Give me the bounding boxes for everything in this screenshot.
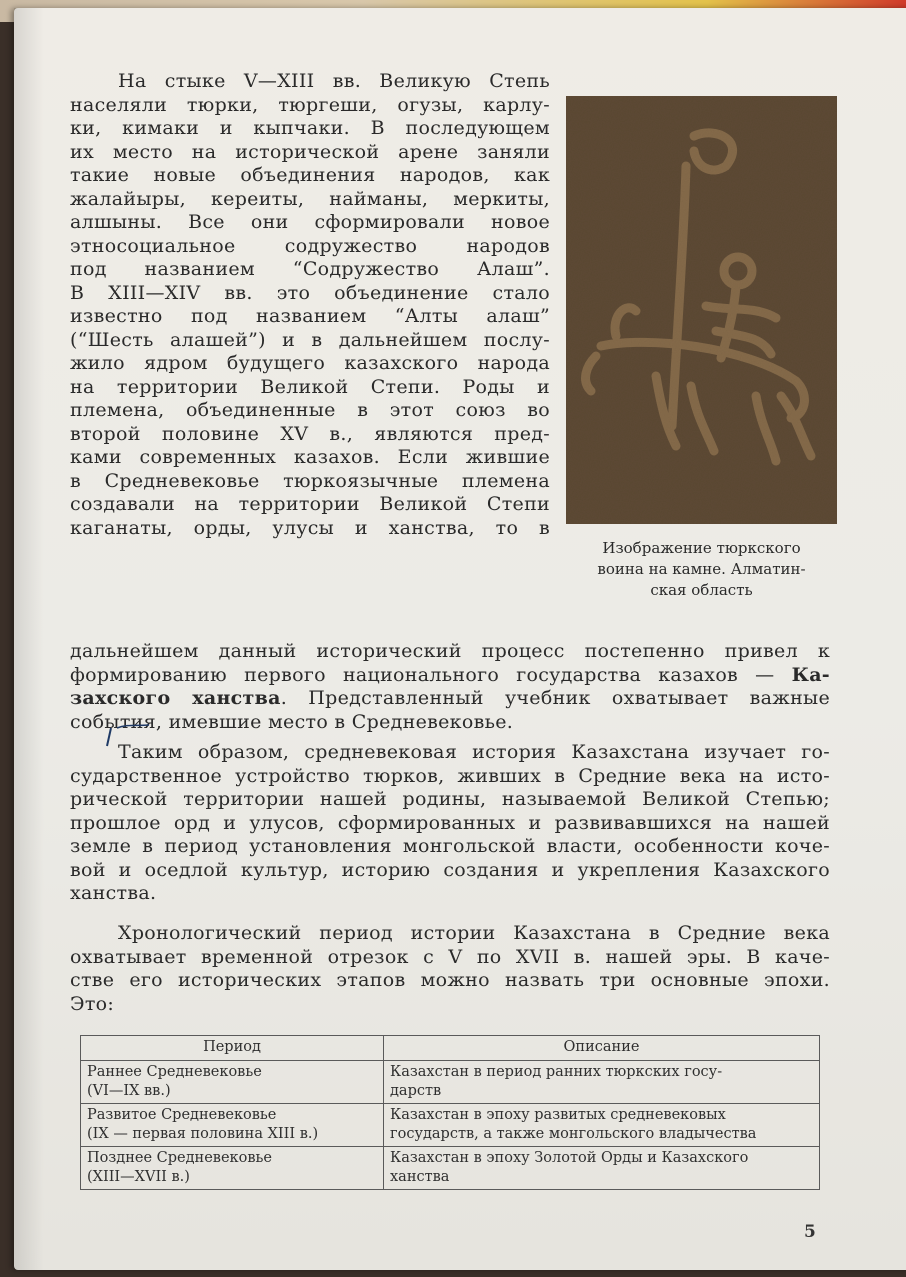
photo-caption xyxy=(566,538,837,601)
table-row xyxy=(81,1061,820,1104)
cell-line: (XIII—XVII в.) xyxy=(87,1169,190,1185)
paragraph-1-wide xyxy=(70,640,830,734)
text-line: жило ядром будущего казахского народа xyxy=(70,352,550,374)
text-line: охватывает временной отрезок с V по XVII в. нашей эры. В каче- xyxy=(70,945,830,968)
text-line: На стыке V—XIII вв. Великую Степь xyxy=(118,70,550,92)
petroglyph-photo xyxy=(566,96,837,524)
text-line: В XIII—XIV вв. это объединение стало xyxy=(70,281,550,304)
cell-line: ханства xyxy=(390,1169,450,1185)
bold-term: Ка- xyxy=(791,663,830,686)
cell-line: (VI—IX вв.) xyxy=(87,1083,171,1099)
cell-line: (IX — первая половина XIII в.) xyxy=(87,1126,319,1142)
text-line: под названием “Содружество Алаш”. xyxy=(70,258,550,280)
paragraph-3 xyxy=(70,922,830,1016)
text-line: алшыны. Все они сформировали новое xyxy=(70,211,550,233)
text-line: каганаты, орды, улусы и ханства, то в xyxy=(70,516,550,539)
text-line: Это: xyxy=(70,992,115,1015)
bold-term: захского ханства xyxy=(70,687,281,709)
text-line: ки, кимаки и кыпчаки. В последующем xyxy=(70,117,550,139)
text-line: ханства. xyxy=(70,882,157,904)
text-line: рической территории нашей родины, называемой Великой Степью; xyxy=(70,788,830,810)
period-cell xyxy=(81,1147,384,1190)
cell-line: Казахстан в эпоху Золотой Орды и Казахского xyxy=(390,1150,749,1166)
text-line: ками современных казахов. Если жившие xyxy=(70,446,550,468)
cell-line: дарств xyxy=(390,1083,442,1099)
table-header-description: Описание xyxy=(384,1036,820,1061)
cell-line: Казахстан в эпоху развитых средневековых xyxy=(390,1107,726,1123)
period-cell xyxy=(81,1104,384,1147)
table-row xyxy=(81,1147,820,1190)
description-cell xyxy=(384,1104,820,1147)
period-cell xyxy=(81,1061,384,1104)
table xyxy=(80,1035,820,1190)
warrior-rider-icon xyxy=(566,96,837,524)
page-number: 5 xyxy=(804,1222,816,1242)
text-line: жалайыры, кереиты, найманы, меркиты, xyxy=(70,187,550,210)
caption-line: воина на камне. Алматин- xyxy=(597,560,806,578)
text-line: такие новые объединения народов, как xyxy=(70,164,550,186)
text-line: сударственное устройство тюрков, живших в Средние века на исто- xyxy=(70,764,830,787)
cell-line: Развитое Средневековье xyxy=(87,1107,277,1123)
cell-line: Позднее Средневековье xyxy=(87,1150,272,1166)
table-row xyxy=(81,1104,820,1147)
cell-line: Раннее Средневековье xyxy=(87,1064,262,1080)
text-line xyxy=(70,664,830,688)
caption-line: Изображение тюркского xyxy=(602,539,801,557)
periods-table xyxy=(80,1035,820,1190)
cell-line: Казахстан в период ранних тюркских госу- xyxy=(390,1064,723,1080)
text-line: (“Шесть алашей”) и в дальнейшем послу- xyxy=(70,328,550,351)
text-line: события, имевшие место в Средневековье. xyxy=(70,710,514,733)
text-line: прошлое орд и улусов, сформированных и развивавшихся на нашей xyxy=(70,811,830,834)
text-line: стве его исторических этапов можно назвать три основные эпохи. xyxy=(70,969,830,991)
text-line: населяли тюрки, тюргеши, огузы, карлу- xyxy=(70,93,550,116)
table-header-row xyxy=(81,1036,820,1061)
page-gutter-shadow xyxy=(14,8,44,1270)
cell-line: государств, а также монгольского владычества xyxy=(390,1126,757,1142)
table-header-period: Период xyxy=(81,1036,384,1061)
text-line xyxy=(70,687,830,711)
text-line: второй половине XV в., являются пред- xyxy=(70,422,550,445)
caption-line: ская область xyxy=(650,581,753,599)
text-line: племена, объединенные в этот союз во xyxy=(70,399,550,421)
text-line: дальнейшем данный исторический процесс постепенно привел к xyxy=(70,640,830,662)
text-line: известно под названием “Алты алаш” xyxy=(70,305,550,327)
text-line: на территории Великой Степи. Роды и xyxy=(70,375,550,398)
text-line: Таким образом, средневековая история Казахстана изучает го- xyxy=(118,741,830,763)
text-line: создавали на территории Великой Степи xyxy=(70,493,550,515)
text-line: вой и оседлой культур, историю создания и укрепления Казахского xyxy=(70,858,830,881)
text-fragment: формированию первого национального государства казахов — xyxy=(70,663,792,686)
text-line: в Средневековье тюркоязычные племена xyxy=(70,469,550,492)
description-cell xyxy=(384,1061,820,1104)
paragraph-2 xyxy=(70,741,830,906)
text-line: этносоциальное содружество народов xyxy=(70,234,550,257)
paragraph-1-narrow xyxy=(70,70,550,540)
text-line: их место на исторической арене заняли xyxy=(70,140,550,163)
text-line: Хронологический период истории Казахстана в Средние века xyxy=(118,922,830,944)
text-fragment: . Представленный учебник охватывает важные xyxy=(280,687,831,709)
text-line: земле в период установления монгольской власти, особенности коче- xyxy=(70,835,830,857)
description-cell xyxy=(384,1147,820,1190)
